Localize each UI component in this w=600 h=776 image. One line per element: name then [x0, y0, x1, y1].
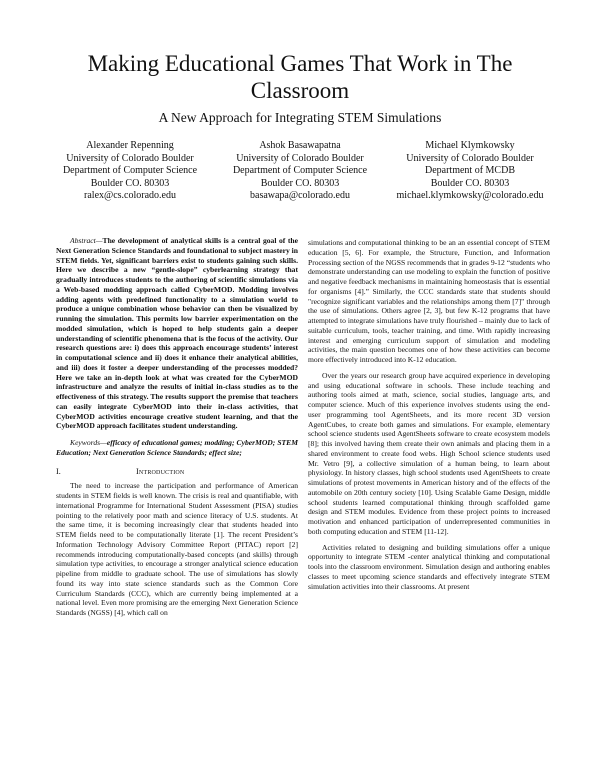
section-title: Introduction: [136, 466, 185, 476]
section-heading: [56, 467, 298, 477]
author-email: ralex@cs.colorado.edu: [84, 190, 176, 201]
keywords-label: Keywords—: [70, 438, 107, 447]
author-address: Boulder CO. 80303: [260, 177, 340, 189]
body-paragraph: The need to increase the participation and performance of American students in STEM fields is well known. The crisis is real and quantifiable, with international Programme for International Student Assessment (PISA) studies pointing to the relatively poor math and science literacy of U.S. students. At the same time, it is becoming increasingly clear that students headed into STEM fields need to be computationally literate [1]. The recent President’s Information Technology Advisory Committee Report (PITAC) report [2] recommends introducing computationally-based concepts (and skills) through simulation type activities, to encourage a stronger analytical science education pipeline from middle to graduate school. The use of simulations has slowly found its way into state science standards such as the Common Core Curriculum Standards (CCC), which are currently being implemented at a national level. Even more promising are the emerging Next Generation Science Standards (NGSS) [4], which call on: [56, 481, 298, 617]
paper-subtitle: A New Approach for Integrating STEM Simulations: [158, 110, 442, 125]
paper-title: Making Educational Games That Work in The Classroom: [87, 51, 513, 103]
body-paragraph: simulations and computational thinking to be an an essential concept of STEM education [5, 6]. For example, the Structure, Function, and Information Processing section of the NGSS recommends that in grades 9-12 “students who demonstrate understanding can use modeling to explain the function of positive and negative feedback mechanisms in maintaining homeostasis that is essential for organisms [4].” Similarly, the CCC standards state that students should "recognize significant variables and the relationships among them [7]" through the use of simulations. Others agree [2, 3], but few K-12 programs that have attempted to integrate simulations have truly flourished – mainly due to lack of suitable curriculum, tools, teacher training, and time. With rapidly increasing interest and emerging curriculum support of simulation and modeling activities, the main question becomes one of how these activities can become more effectively introduced into K-12 education.: [308, 238, 550, 364]
author-3: [390, 140, 550, 203]
author-name: Ashok Basawapatna: [259, 140, 341, 151]
body-paragraph: Activities related to designing and building simulations offer a unique opportunity to integrate STEM -center analytical thinking and computational tools into the classroom environment. Simulation design and authoring enables classes to meet upcoming science standards and effectively integrate STEM simulation activities into their classrooms. At present: [308, 542, 550, 591]
section-number: I.: [56, 466, 61, 476]
author-department: Department of Computer Science: [62, 165, 198, 176]
right-column: [308, 238, 550, 591]
author-affiliation: University of Colorado Boulder: [66, 152, 194, 164]
author-1: [50, 140, 210, 203]
author-block: [50, 140, 550, 203]
author-address: Boulder CO. 80303: [90, 177, 170, 189]
author-name: Alexander Repenning: [86, 140, 174, 151]
keywords-text: efficacy of educational games; modding; CyberMOD; STEM Education; Next Generation Science Standards; effect size;: [56, 438, 298, 457]
author-name: Michael Klymkowsky: [425, 140, 515, 151]
author-email: michael.klymkowsky@colorado.edu: [396, 190, 544, 201]
abstract-text: The development of analytical skills is a central goal of the Next Generation Science Standards and foundational to subject mastery in STEM fields. Yet, significant barriers exist to students gaining such skills. Here we describe a new “gentle-slope” cyberlearning strategy that gradually introduces students to the authoring of scientific simulations via a Web-based modding approach called CyberMOD. Modding involves adding agents with predefined functionality to a simulation world to produce a unique combination whose behavior can then be visualized by running the simulation. This permits low barrier experimentation on the modded simulation, which is hoped to help students gain a deeper understanding of scientific phenomena that is the focus of the activity. Our research questions are: i) does this approach encourage students’ interest in computational science and ii) does it enhance their analytical abilities, and iii) does it foster a deeper understanding of the processes modded? Here we take an in-depth look at what was created for the CyberMOD infrastructure and analyze the results of initial in-class studies as to the effectiveness of this strategy. The results support the premise that teachers can easily integrate CyberMOD into their in-class activities, that CyberMOD activities encourage creative student learning, and that the CyberMOD approach facilitates student understanding.: [56, 236, 298, 431]
author-department: Department of Computer Science: [232, 165, 368, 176]
body-paragraph: Over the years our research group have acquired experience in developing and using educational software in schools. These include teaching and authoring tools aimed at math, science, social studies, language arts, and computer science. Much of this experience involves students using the end-user programming tool AgentSheets, and its more recent 3D version AgentCubes, to create both games and simulations. For example, elementary school science students used AgentSheets software to create ecosystem models [8]; this involved having them create their own animals and placing them in a shared environment to create food webs. High School science students used Mr. Vetro [9], a collective simulation of a human being, to learn about physiology. In history classes, high school students used AgentSheets to create simulations of protest movements in American history and of the effects of the automobile on 20th century society [10]. Using Scalable Game Design, middle school students learned computational thinking through scaffolded game design and STEM modules. Evidence from these project points to increased motivation and enhanced participation of underrepresented communities in both computing education and STEM [11-12].: [308, 370, 550, 536]
author-affiliation: University of Colorado Boulder: [406, 152, 534, 164]
author-address: Boulder CO. 80303: [430, 177, 510, 189]
left-column: [56, 236, 298, 618]
author-department: Department of MCDB: [425, 165, 515, 176]
author-2: [220, 140, 380, 203]
abstract-label: Abstract—: [70, 236, 103, 245]
author-email: basawapa@colorado.edu: [250, 190, 350, 201]
keywords: [56, 438, 298, 458]
abstract: [56, 236, 298, 431]
author-affiliation: University of Colorado Boulder: [236, 152, 364, 164]
